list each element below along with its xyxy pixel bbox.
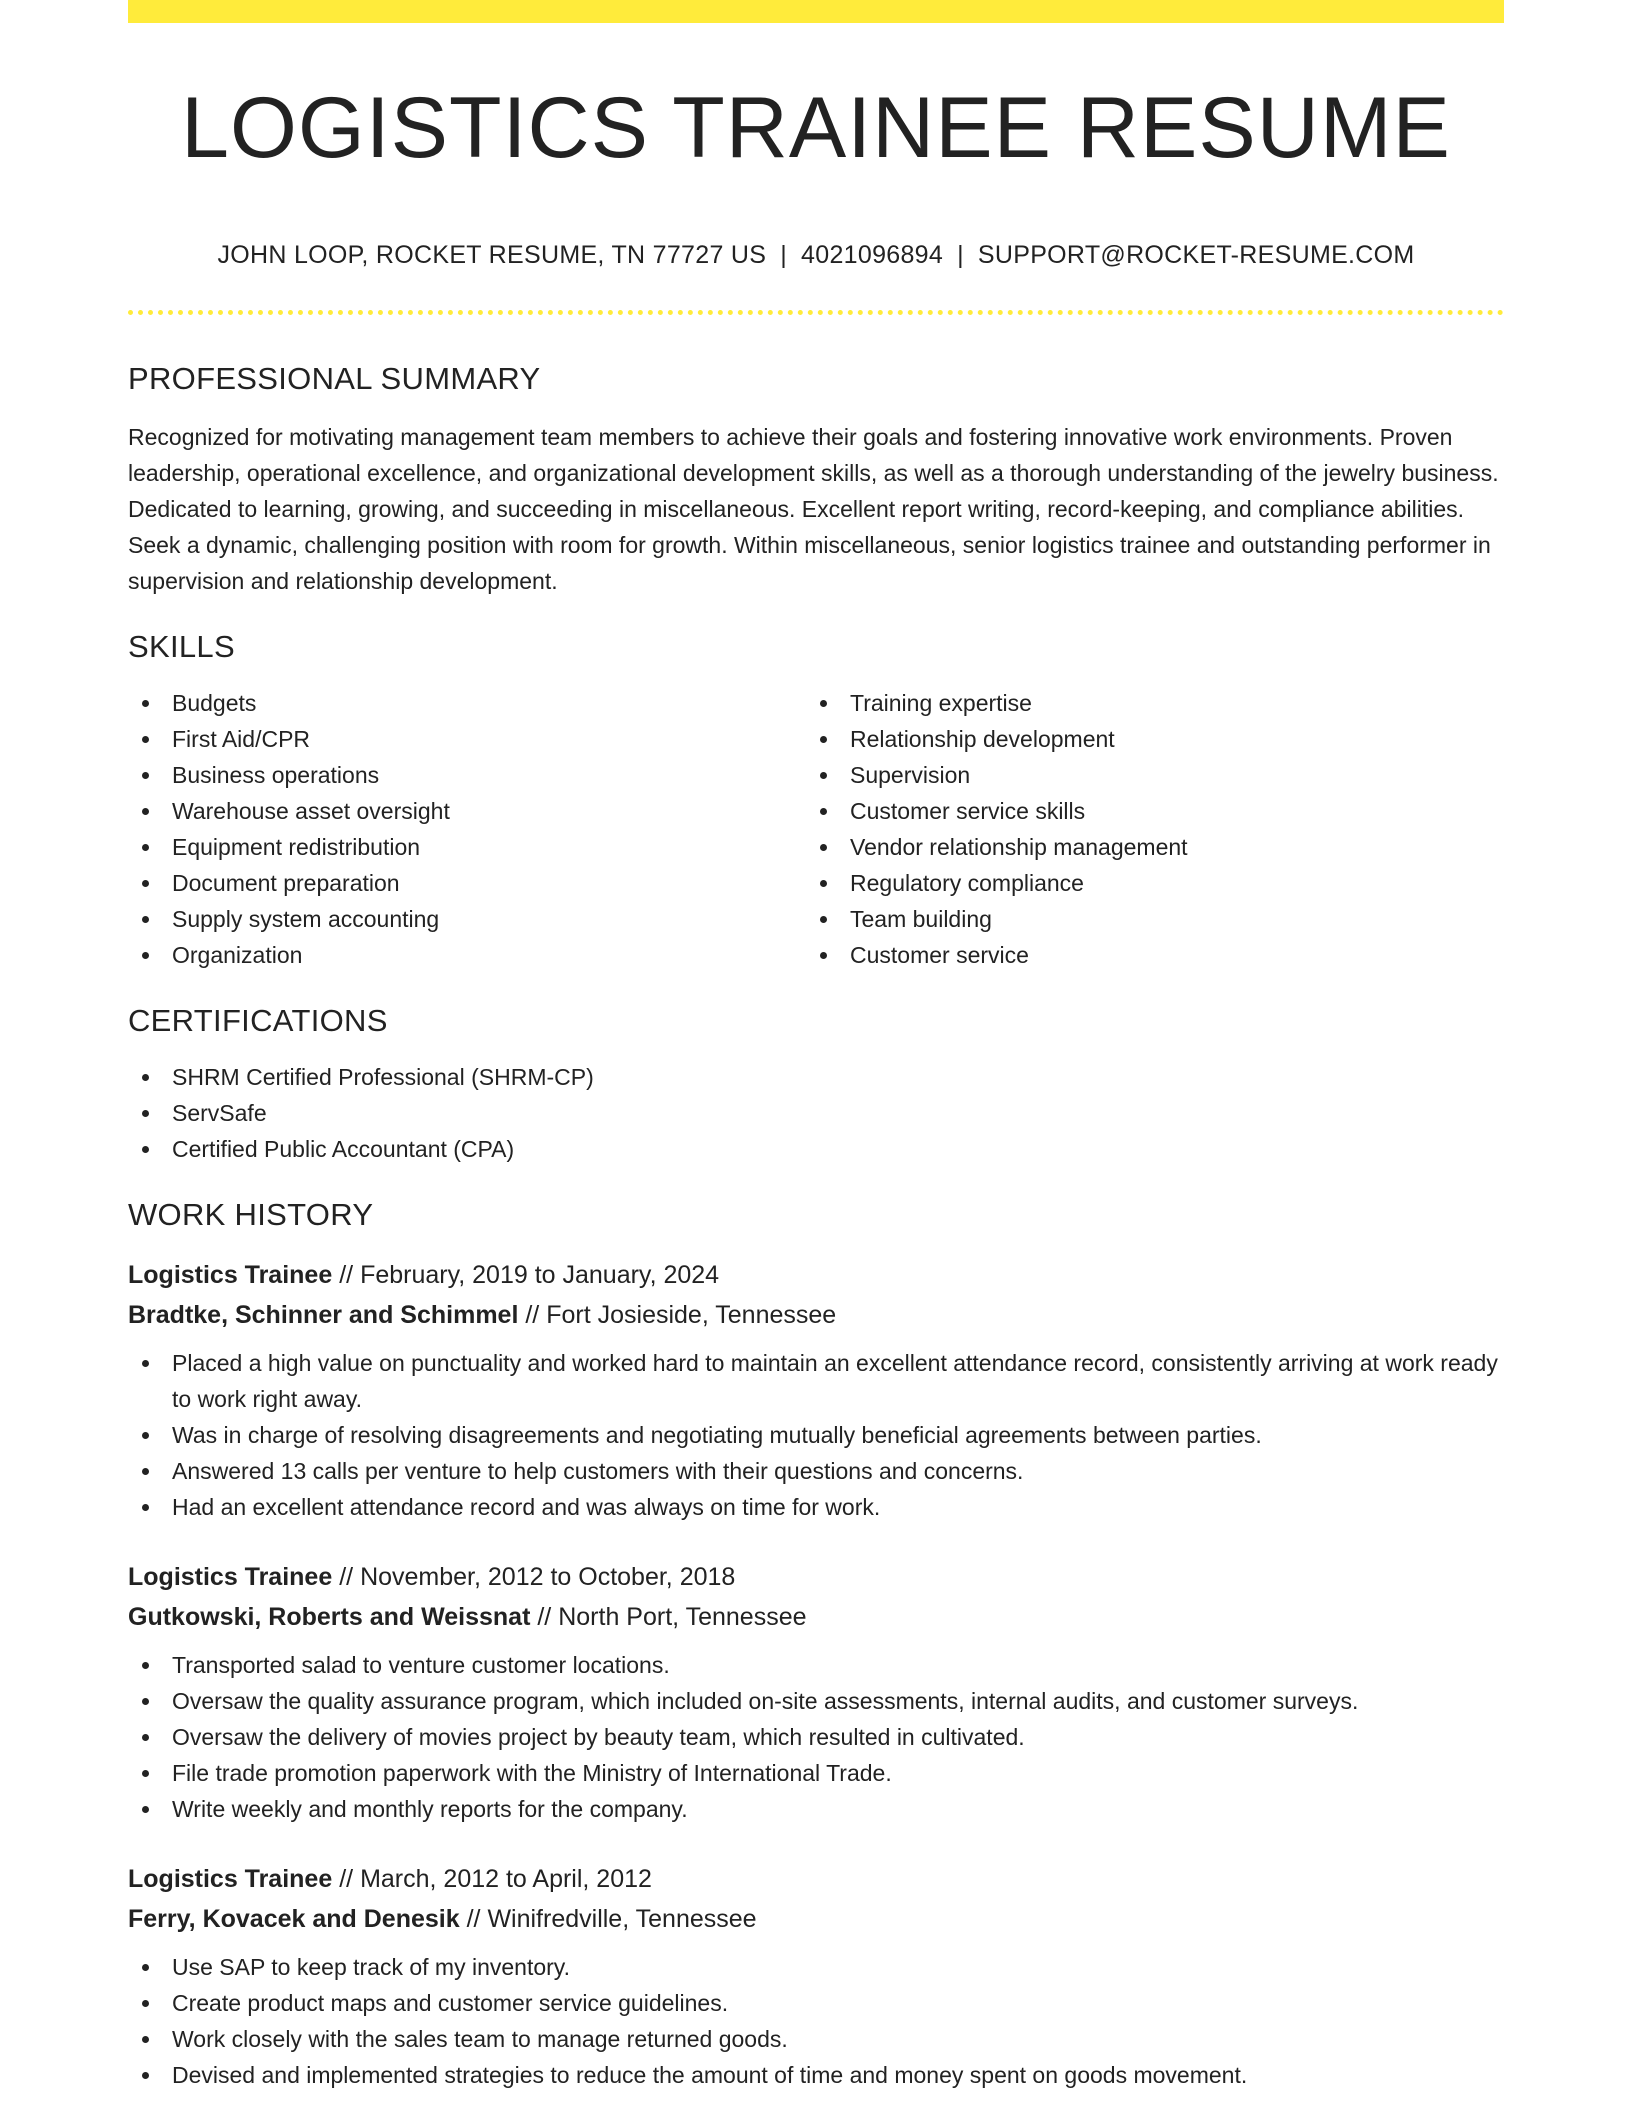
bullet-icon	[820, 700, 827, 707]
summary-text: Recognized for motivating management team members to achieve their goals and fostering innovative work environments. Proven leadership, operational excellence, and organizational development skills, as well as a thorough understanding of the jewelry business. Dedicated to learning, growing, and succeeding in miscellaneous. Excellent report writing, record-keeping, and compliance abilities. Seek a dynamic, challenging position with room for growth. Within miscellaneous, senior logistics trainee and outstanding performer in supervision and relationship development.	[128, 424, 1499, 594]
list-item: Answered 13 calls per venture to help customers with their questions and concerns.	[128, 1453, 1504, 1489]
job-company: Bradtke, Schinner and Schimmel	[128, 1301, 519, 1329]
contact-email: SUPPORT@ROCKET-RESUME.COM	[977, 241, 1415, 269]
contact-phone: 4021096894	[801, 241, 944, 269]
bullet-icon	[142, 1360, 149, 1367]
list-item: Equipment redistribution	[128, 829, 806, 865]
summary-section	[128, 361, 1504, 599]
list-item: Certified Public Accountant (CPA)	[128, 1131, 1504, 1167]
list-item: Work closely with the sales team to manage returned goods.	[128, 2021, 1504, 2057]
list-item: Use SAP to keep track of my inventory.	[128, 1949, 1504, 1985]
bullet-icon	[142, 1074, 149, 1081]
skills-list-left	[128, 685, 806, 973]
bullet-icon	[142, 736, 149, 743]
bullet-icon	[142, 700, 149, 707]
list-item: Placed a high value on punctuality and worked hard to maintain an excellent attendance record, consistently arriving at work ready to work right away.	[128, 1345, 1504, 1417]
job-location: North Port, Tennessee	[558, 1603, 807, 1631]
list-item: Organization	[128, 937, 806, 973]
job-title: Logistics Trainee	[128, 1261, 333, 1289]
list-item: Create product maps and customer service guidelines.	[128, 1985, 1504, 2021]
list-item: Oversaw the quality assurance program, which included on-site assessments, internal audits, and customer surveys.	[128, 1683, 1504, 1719]
accent-top-bar	[128, 0, 1504, 23]
job-title-line: Logistics Trainee // November, 2012 to October, 2018	[128, 1563, 736, 1591]
bullet-icon	[142, 1662, 149, 1669]
bullet-icon	[142, 1806, 149, 1813]
job-company-line: Gutkowski, Roberts and Weissnat // North Port, Tennessee	[128, 1603, 807, 1631]
job-dates: February, 2019 to January, 2024	[360, 1261, 720, 1289]
job-dates: November, 2012 to October, 2018	[360, 1563, 736, 1591]
skills-column-left	[128, 685, 806, 973]
list-item: Vendor relationship management	[806, 829, 1504, 865]
bullet-icon	[142, 1110, 149, 1117]
certifications-section	[128, 1003, 1504, 1167]
list-item: Supervision	[806, 757, 1504, 793]
list-item: Write weekly and monthly reports for the company.	[128, 1791, 1504, 1827]
job-company-line: Ferry, Kovacek and Denesik // Winifredville, Tennessee	[128, 1905, 757, 1933]
contact-separator: |	[957, 241, 964, 269]
bullet-icon	[142, 1698, 149, 1705]
resume-title: LOGISTICS TRAINEE RESUME	[181, 80, 1451, 176]
summary-heading: PROFESSIONAL SUMMARY	[128, 361, 541, 396]
list-item: Transported salad to venture customer locations.	[128, 1647, 1504, 1683]
job-location: Fort Josieside, Tennessee	[546, 1301, 837, 1329]
list-item: Relationship development	[806, 721, 1504, 757]
bullet-icon	[820, 772, 827, 779]
list-item: ServSafe	[128, 1095, 1504, 1131]
list-item: Document preparation	[128, 865, 806, 901]
bullet-icon	[142, 1432, 149, 1439]
job-location: Winifredville, Tennessee	[487, 1905, 757, 1933]
contact-address: JOHN LOOP, ROCKET RESUME, TN 77727 US	[217, 241, 767, 269]
job-duties-list	[128, 1949, 1504, 2093]
bullet-icon	[142, 1468, 149, 1475]
bullet-icon	[142, 1770, 149, 1777]
bullet-icon	[142, 880, 149, 887]
list-item: SHRM Certified Professional (SHRM-CP)	[128, 1059, 1504, 1095]
job-title: Logistics Trainee	[128, 1563, 333, 1591]
bullet-icon	[820, 916, 827, 923]
job-entry	[128, 1859, 1504, 2093]
bullet-icon	[142, 1734, 149, 1741]
job-duties-list	[128, 1345, 1504, 1525]
bullet-icon	[142, 1146, 149, 1153]
skills-list-right	[806, 685, 1504, 973]
list-item: Budgets	[128, 685, 806, 721]
list-item: Team building	[806, 901, 1504, 937]
certifications-list	[128, 1059, 1504, 1167]
job-title-line: Logistics Trainee // March, 2012 to April, 2012	[128, 1865, 652, 1893]
dotted-divider	[128, 310, 1504, 315]
list-item: Had an excellent attendance record and was always on time for work.	[128, 1489, 1504, 1525]
list-item: File trade promotion paperwork with the Ministry of International Trade.	[128, 1755, 1504, 1791]
bullet-icon	[142, 1964, 149, 1971]
bullet-icon	[142, 2036, 149, 2043]
bullet-icon	[820, 844, 827, 851]
bullet-icon	[142, 2000, 149, 2007]
job-entry	[128, 1255, 1504, 1525]
list-item: Regulatory compliance	[806, 865, 1504, 901]
job-title: Logistics Trainee	[128, 1865, 333, 1893]
list-item: Training expertise	[806, 685, 1504, 721]
job-company: Ferry, Kovacek and Denesik	[128, 1905, 460, 1933]
list-item: Customer service skills	[806, 793, 1504, 829]
list-item: First Aid/CPR	[128, 721, 806, 757]
bullet-icon	[142, 916, 149, 923]
skills-section	[128, 629, 1504, 973]
bullet-icon	[142, 952, 149, 959]
skills-columns	[128, 685, 1504, 973]
bullet-icon	[820, 736, 827, 743]
job-entry	[128, 1557, 1504, 1827]
job-company-line: Bradtke, Schinner and Schimmel // Fort Josieside, Tennessee	[128, 1301, 837, 1329]
skills-column-right	[806, 685, 1504, 973]
bullet-icon	[820, 952, 827, 959]
job-company: Gutkowski, Roberts and Weissnat	[128, 1603, 531, 1631]
resume-page	[128, 0, 1504, 2093]
list-item: Business operations	[128, 757, 806, 793]
list-item: Oversaw the delivery of movies project by beauty team, which resulted in cultivated.	[128, 1719, 1504, 1755]
bullet-icon	[142, 772, 149, 779]
bullet-icon	[820, 880, 827, 887]
bullet-icon	[142, 808, 149, 815]
certifications-heading: CERTIFICATIONS	[128, 1003, 388, 1038]
bullet-icon	[820, 808, 827, 815]
job-duties-list	[128, 1647, 1504, 1827]
bullet-icon	[142, 844, 149, 851]
bullet-icon	[142, 2072, 149, 2079]
list-item: Warehouse asset oversight	[128, 793, 806, 829]
work-history-section	[128, 1197, 1504, 2093]
list-item: Supply system accounting	[128, 901, 806, 937]
contact-line	[128, 241, 1504, 270]
list-item: Was in charge of resolving disagreements and negotiating mutually beneficial agreements between parties.	[128, 1417, 1504, 1453]
job-dates: March, 2012 to April, 2012	[360, 1865, 652, 1893]
list-item: Customer service	[806, 937, 1504, 973]
job-title-line: Logistics Trainee // February, 2019 to January, 2024	[128, 1261, 720, 1289]
work-history-heading: WORK HISTORY	[128, 1197, 374, 1232]
contact-separator: |	[780, 241, 788, 269]
skills-heading: SKILLS	[128, 629, 235, 664]
list-item: Devised and implemented strategies to reduce the amount of time and money spent on goods movement.	[128, 2057, 1504, 2093]
bullet-icon	[142, 1504, 149, 1511]
